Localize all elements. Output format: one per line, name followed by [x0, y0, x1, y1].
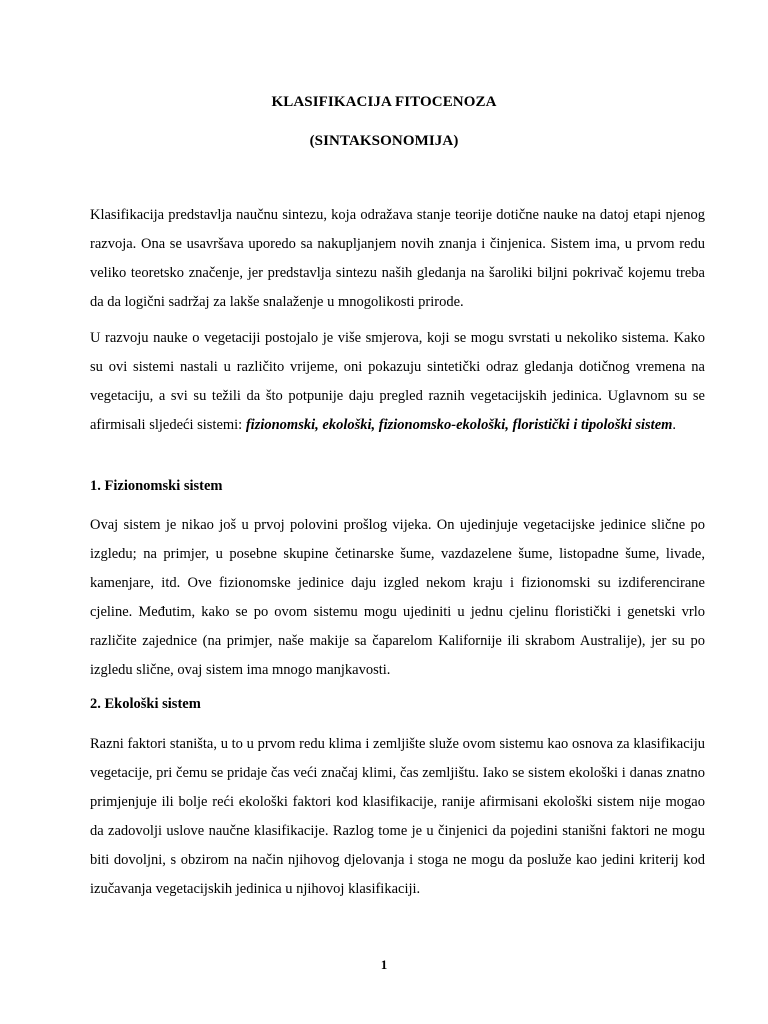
section-heading-ekoloski: 2. Ekološki sistem	[90, 696, 201, 712]
systems-paragraph	[90, 324, 705, 440]
document-title: KLASIFIKACIJA FITOCENOZA	[271, 94, 497, 110]
systems-list-emphasis: fizionomski, ekološki, fizionomsko-ekološki, floristički i tipološki sistem	[245, 417, 673, 433]
page-number: 1	[380, 957, 388, 972]
document-subtitle: (SINTAKSONOMIJA)	[309, 133, 459, 149]
section-text-ekoloski: Razni faktori staništa, u to u prvom redu klima i zemljište služe ovom sistemu kao osnova za klasifikaciju vegetacije, pri čemu se pridaje čas veći značaj klimi, čas zemljištu. Iako se sistem ekološki i danas znatno primjenjuje ili bolje reći ekološki faktori kod klasifikacije, ranije afirmisani ekološki sistem nije mogao da zadovolji uslove naučne klasifikacije. Razlog tome je u činjenici da pojedini stanišni faktori ne mogu biti dovoljni, s obzirom na način njihovog djelovanja i stoga ne mogu da posluže kao jedini kriterij kod izučavanja vegetacijskih jedinica u njihovoj klasifikaciji.	[90, 736, 705, 897]
systems-paragraph-text: U razvoju nauke o vegetaciji postojalo je više smjerova, koji se mogu svrstati u nekoliko sistema. Kako su ovi sistemi nastali u različito vrijeme, oni pokazuju sintetički odraz gledanja dotičnog vremena na vegetaciju, a svi su težili da što potpunije daju pregled raznih vegetacijskih jedinica. Uglavnom su se afirmisali sljedeći sistemi:	[90, 330, 705, 433]
systems-paragraph-end: .	[672, 417, 677, 433]
intro-paragraph: Klasifikacija predstavlja naučnu sintezu, koja odražava stanje teorije dotične nauke na datoj etapi njenog razvoja. Ona se usavršava uporedo sa nakupljanjem novih znanja i činjenica. Sistem ima, u prvom redu veliko teoretsko značenje, jer predstavlja sintezu naših gledanja na šaroliki biljni pokrivač kojemu treba da da logični sadržaj za lakše snalaženje u mnogolikosti prirode.	[90, 207, 705, 310]
section-heading-fizionomski: 1. Fizionomski sistem	[90, 478, 223, 494]
section-text-fizionomski: Ovaj sistem je nikao još u prvoj polovini prošlog vijeka. On ujedinjuje vegetacijske jedinice slične po izgledu; na primjer, u posebne skupine četinarske šume, vazdazelene šume, listopadne šume, livade, kamenjare, itd. Ove fizionomske jedinice daju izgled nekom kraju i fizionomski su izdiferencirane cjeline. Međutim, kako se po ovom sistemu mogu ujediniti u jednu cjelinu floristički i genetski vrlo različite zajednice (na primjer, naše makije sa čaparelom Kalifornije ili skrabom Australije), jer su po izgledu slične, ovaj sistem ima mnogo manjkavosti.	[90, 517, 705, 678]
